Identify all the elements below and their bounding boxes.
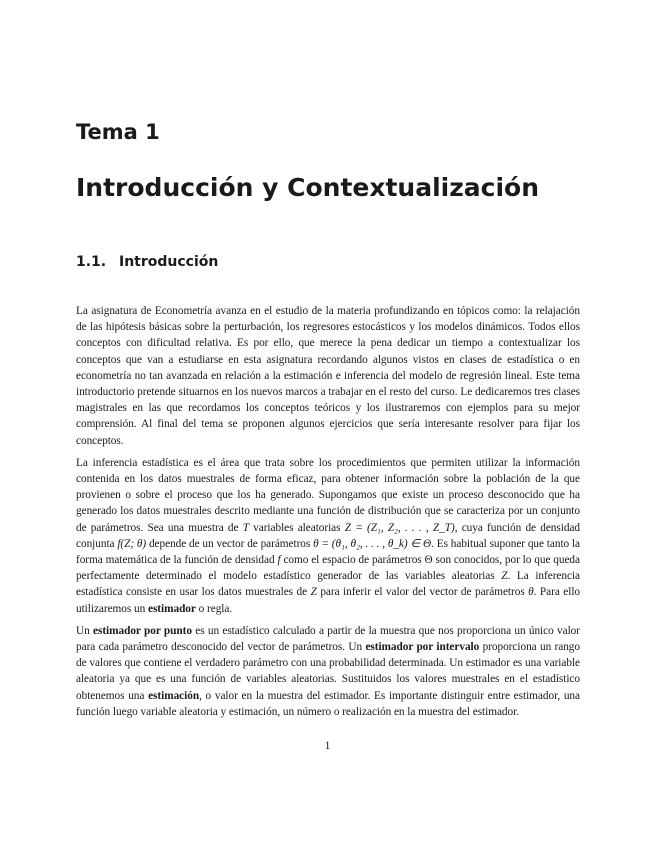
term-estimador: estimador (148, 602, 196, 615)
text-run: . Es habitual suponer que tanto la forma matemática de la función de densidad (76, 537, 581, 567)
text-run: son conocidos, por lo que queda perfectamente determinado el modelo estadístico generador de las variables aleatorias (76, 554, 580, 583)
math-density: f(Z; θ) (117, 537, 147, 550)
math-z-definition: Z = (Z₁, Z₂, . . . , Z_T) (344, 521, 455, 534)
text-run: Un (76, 624, 90, 637)
section-heading (76, 254, 218, 270)
text-run: como el espacio de parámetros (283, 554, 422, 567)
chapter-label: Tema 1 (76, 120, 160, 144)
text-run: La inferencia estadística es el área que trata sobre los procedimientos que permiten utilizar la información contenida en los datos muestrales de forma eficaz, para obtener información sobre la población de la que provienen o sobre el proceso que los ha generado. Supongamos que existe un proceso desconocido que ha generado los datos muestrales descrito mediante una función de distribución que se caracteriza por un conjunto de parámetros. Sea una muestra de (76, 456, 580, 534)
term-estimador-por-intervalo: estimador por intervalo (365, 641, 480, 654)
math-f: f (277, 554, 281, 567)
term-estimador-por-punto: estimador por punto (93, 624, 192, 637)
text-run: es un estadístico calculado a partir de la muestra que nos proporciona un único valor para cada parámetro desconocido del vector de parámetros. Un (76, 624, 580, 654)
body-text (76, 303, 580, 726)
math-Z: Z (310, 586, 317, 599)
text-run: para inferir el valor del vector de parámetros (320, 586, 525, 599)
text-run: , o valor en la muestra del estimador. Es importante distinguir entre estimador, una función luego variable aleatoria y estimación, un número o realización en la muestra del estimador. (76, 689, 580, 718)
chapter-title: Introducción y Contextualización (76, 173, 540, 202)
section-number: 1.1. (76, 254, 107, 270)
paragraph-1: La asignatura de Econometría avanza en el estudio de la materia profundizando en tópicos como: la relajación de las hipótesis básicas sobre la perturbación, los regresores estocásticos y los modelos dinámicos. Todos ellos conceptos con dificultad relativa. Es por ello, que merece la pena dedicar un tiempo a contextualizar los conceptos que van a estudiarse en esta asignatura recordando algunos vistos en clases de estadística o en econometría no tan avanzada en relación a la estimación e inferencia del modelo de regresión lineal. Este tema introductorio pretende situarnos en los nuevos marcos a trabajar en el resto del curso. Le dedicaremos tres clases magistrales en las que recordamos los conceptos teóricos y los ilustraremos con ejemplos para su mejor comprensión. Al final del tema se proponen algunos ejercicios que sería interesante resolver para fijar los conceptos. (76, 305, 580, 447)
text-run: depende de un vector de parámetros (148, 537, 311, 550)
term-estimacion: estimación (148, 689, 200, 702)
math-parameter-space: Θ (424, 554, 433, 567)
math-theta-vector: θ = (θ₁, θ₂, . . . , θ_k) ∈ Θ (313, 537, 432, 550)
math-Z: Z (501, 570, 508, 583)
text-run: . Para ello utilizaremos un (76, 586, 581, 615)
math-T: T (242, 521, 249, 534)
math-theta: θ (528, 586, 534, 599)
text-run: . La inferencia estadística consiste en usar los datos muestrales de (76, 570, 580, 599)
text-run: , cuya función de densidad conjunta (76, 521, 580, 550)
text-run: o regla. (198, 602, 233, 615)
text-run: variables aleatorias (253, 521, 341, 534)
paragraph-3 (76, 623, 580, 720)
section-title: Introducción (119, 254, 219, 270)
text-run: proporciona un rango de valores que contiene el verdadero parámetro con una probabilidad determinada. Un estimador es una variable aleatoria ya que es una función de variables aleatorias. Sustituidos los valores muestrales en el estadístico obtenemos una (76, 641, 580, 702)
page-number: 1 (324, 740, 331, 752)
paragraph-2 (76, 455, 580, 617)
